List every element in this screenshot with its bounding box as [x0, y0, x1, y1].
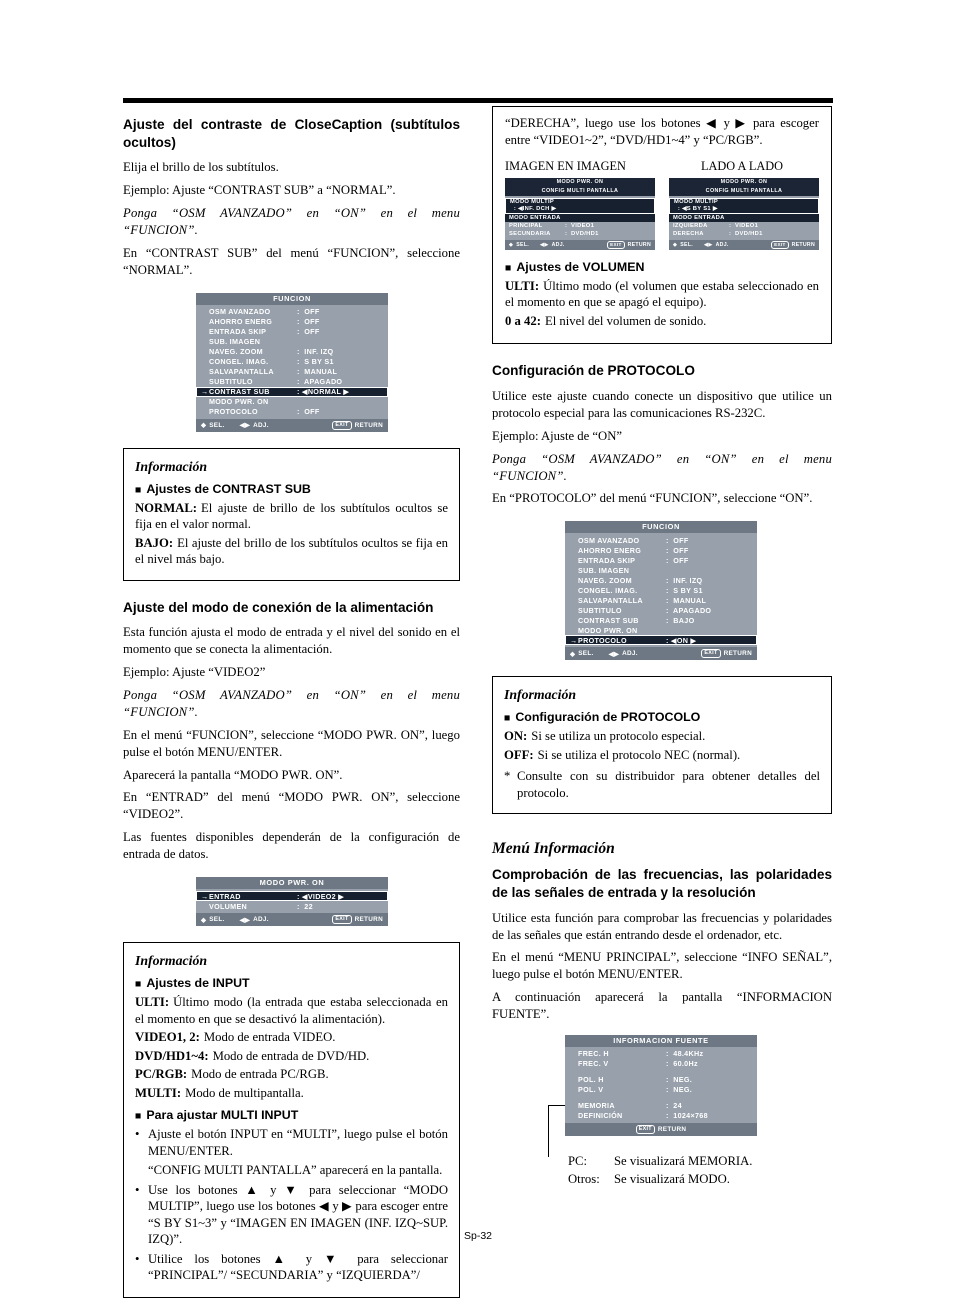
paragraph: Esta función ajusta el modo de entrada y el nivel del sonido en el momento que se conecta la alimentación. — [123, 625, 460, 657]
osd-row-value: : NEG. — [666, 1075, 693, 1085]
osd-row-value: : BAJO — [666, 615, 695, 625]
definition-item: 0 a 42: El nivel del volumen de sonido. — [505, 313, 707, 328]
paragraph: “DERECHA”, luego use los botones ◀ y ▶ para escoger entre “VIDEO1~2”, “DVD/HD1~4” y “PC/RGB”. — [505, 116, 819, 147]
adj-label: ADJ. — [715, 241, 729, 248]
fuente-notes — [568, 1152, 832, 1189]
return-label: RETURN — [354, 421, 383, 429]
osd-menu-footer — [196, 913, 388, 926]
bullet-item: “CONFIG MULTI PANTALLA” aparecerá en la pantalla. — [135, 1162, 448, 1179]
screen-labels — [505, 159, 819, 174]
sel-label: SEL. — [209, 916, 225, 924]
osd-menu-row — [505, 206, 655, 214]
osd-row-label: ENTRAD — [209, 891, 241, 901]
osd-row-label: PROTOCOLO — [209, 407, 258, 417]
paragraph: En el menú “FUNCION”, seleccione “MODO PWR. ON”, luego pulse el botón MENU/ENTER. — [123, 727, 460, 759]
osd-menu-body — [565, 1047, 757, 1123]
osd-menu-row — [196, 407, 388, 417]
osd-menu-row — [505, 198, 655, 206]
definition-item: MULTI: Modo de multipantalla. — [135, 1085, 304, 1100]
osd-menu-row — [505, 222, 655, 230]
paragraph: Aparecerá la pantalla “MODO PWR. ON”. — [123, 767, 343, 782]
osd-row-value: : OFF — [666, 545, 689, 555]
heading-menu-informacion: Menú Información — [492, 840, 615, 858]
osd-row-label: NAVEG. ZOOM — [209, 347, 263, 357]
leftright-icon: ◀▶ — [608, 650, 620, 658]
osd-menu-body — [565, 533, 757, 647]
definition-item: ON: Si se utiliza un protocolo especial. — [504, 729, 706, 744]
osd-menu-row — [565, 625, 757, 635]
osd-menu-row — [196, 891, 388, 901]
info-title: Información — [504, 687, 577, 703]
definition-item: DVD/HD1~4: Modo de entrada de DVD/HD. — [135, 1048, 370, 1063]
square-bullet-icon: ■ — [504, 712, 511, 725]
square-bullet-icon: ■ — [505, 261, 512, 274]
osd-row-label: : ◀S BY S1 ▶ — [674, 206, 718, 213]
osd-row-label: DERECHA — [673, 230, 704, 237]
heading-protocolo: Configuración de PROTOCOLO — [492, 363, 695, 379]
osd-menu-body — [196, 889, 388, 913]
updown-icon: ◆ — [201, 422, 207, 430]
osd-menu-row — [565, 595, 757, 605]
selection-arrow-icon: → — [201, 387, 209, 397]
sel-label: SEL. — [516, 241, 530, 248]
osd-row-label: SUB. IMAGEN — [578, 565, 630, 575]
osd-menu-row — [565, 605, 757, 615]
osd-menu-row — [565, 1049, 757, 1059]
note-line: PC: Se visualizará MEMORIA. — [568, 1153, 753, 1168]
definition-item: NORMAL: El ajuste de brillo de los subtítulos ocultos se fija en el valor normal. — [135, 500, 448, 532]
osd-row-value: : OFF — [297, 327, 320, 337]
osd-menu-row — [196, 357, 388, 367]
osd-row-value: : MANUAL — [666, 595, 707, 605]
osd-row-label: AHORRO ENERG — [209, 317, 273, 327]
leftright-icon: ◀▶ — [239, 916, 251, 924]
osd-row-label: SUB. IMAGEN — [209, 337, 261, 347]
paragraph: A continuación aparecerá la pantalla “INFORMACION FUENTE”. — [492, 990, 832, 1022]
osd-row-value: : ◀VIDEO2 ▶ — [297, 891, 345, 901]
sel-label: SEL. — [209, 421, 225, 429]
return-label: RETURN — [627, 241, 651, 248]
definition-item: BAJO: El ajuste del brillo de los subtítulos ocultos se fija en el nivel más bajo. — [135, 535, 448, 567]
info-subheading: ■ Configuración de PROTOCOLO — [504, 710, 701, 725]
paragraph: En el menú “MENU PRINCIPAL”, seleccione “INFO SEÑAL”, luego pulse el botón MENU/ENTER. — [492, 950, 832, 982]
paragraph: Ejemplo: Ajuste “VIDEO2” — [123, 665, 266, 680]
osd-row-label: CONGEL. IMAG. — [578, 585, 638, 595]
osd-row-label: MEMORIA — [578, 1101, 615, 1111]
updown-icon: ◆ — [201, 916, 207, 924]
osd-row-value: : INF. IZQ — [666, 575, 703, 585]
osd-row-value: : OFF — [297, 407, 320, 417]
osd-row-value: : ◀NORMAL ▶ — [297, 387, 350, 397]
osd-menu-row — [565, 565, 757, 575]
osd-menu-row — [196, 397, 388, 407]
heading-power-mode: Ajuste del modo de conexión de la alimentación — [123, 599, 434, 615]
info-box-input — [123, 942, 460, 1298]
square-bullet-icon: ■ — [135, 978, 142, 991]
osd-row-label: AHORRO ENERG — [578, 545, 642, 555]
osd-menu-subtitle: CONFIG MULTI PANTALLA — [505, 187, 655, 196]
osd-row-value: : OFF — [666, 555, 689, 565]
osd-row-label: MODO PWR. ON — [578, 625, 638, 635]
osd-row-value: : VIDEO1 — [565, 222, 595, 229]
osd-menu-title: MODO PWR. ON — [505, 178, 655, 187]
exit-key-icon: EXIT — [636, 1125, 655, 1134]
left-column — [123, 112, 460, 1298]
info-title: Información — [135, 953, 208, 969]
osd-row-label: CONGEL. IMAG. — [209, 357, 269, 367]
osd-row-label: ENTRADA SKIP — [578, 555, 636, 565]
osd-row-label: CONTRAST SUB — [209, 387, 270, 397]
osd-menu-row — [196, 901, 388, 911]
osd-row-label: POL. H — [578, 1075, 604, 1085]
exit-key-icon: EXIT — [771, 241, 788, 249]
osd-row-label: MODO PWR. ON — [209, 397, 269, 407]
adj-label: ADJ. — [551, 241, 565, 248]
leftright-icon: ◀▶ — [239, 422, 251, 430]
osd-menu-title: FUNCION — [196, 293, 388, 305]
osd-informacion-fuente-area — [565, 1035, 757, 1136]
osd-menu-body — [669, 196, 819, 240]
info-subheading: ■ Ajustes de VOLUMEN — [505, 259, 645, 274]
paragraph: Las fuentes disponibles dependerán de la configuración de entrada de datos. — [123, 830, 460, 862]
italic-note: Ponga “OSM AVANZADO” en “ON” en el menu “FUNCION”. — [123, 688, 460, 719]
bullet-item: • Ajuste el botón INPUT en “MULTI”, luego pulse el botón MENU/ENTER. — [135, 1127, 448, 1158]
paragraph: En “CONTRAST SUB” del menú “FUNCION”, seleccione “NORMAL”. — [123, 245, 460, 277]
osd-menu-row — [669, 206, 819, 214]
selection-arrow-icon: → — [570, 635, 578, 645]
paragraph: En “PROTOCOLO” del menú “FUNCION”, seleccione “ON”. — [492, 491, 813, 506]
osd-row-value: : 60.0Hz — [666, 1059, 698, 1069]
osd-menu-row — [565, 1111, 757, 1121]
osd-row-value: : VIDEO1 — [729, 222, 759, 229]
osd-menu-row — [565, 1101, 757, 1111]
osd-row-value: : APAGADO — [666, 605, 712, 615]
asterisk: * — [504, 769, 511, 784]
exit-key-icon: EXIT — [332, 421, 351, 430]
osd-row-label: MODO ENTRADA — [509, 214, 561, 221]
osd-row-label: VOLUMEN — [209, 901, 248, 911]
osd-menu-row — [196, 327, 388, 337]
paragraph: Utilice este ajuste cuando conecte un dispositivo que utilice un protocolo especial para las comunicaciones RS-232C. — [492, 388, 832, 420]
selection-arrow-icon: → — [201, 891, 209, 901]
osd-menu-footer — [196, 419, 388, 432]
osd-row-label: IZQUIERDA — [673, 222, 708, 229]
osd-row-value: : ◀ON ▶ — [666, 635, 697, 645]
osd-row-value: : NEG. — [666, 1085, 693, 1095]
callout-line — [548, 1105, 565, 1157]
osd-row-value: : 22 — [297, 901, 313, 911]
osd-row-value: : 1024×768 — [666, 1111, 708, 1121]
paragraph: Ejemplo: Ajuste “CONTRAST SUB” a “NORMAL”. — [123, 183, 396, 198]
definition-item: ULTI: Último modo (la entrada que estaba seleccionada en el momento en que se desactivó la alimentación). — [135, 995, 448, 1026]
osd-menu-row — [565, 545, 757, 555]
osd-row-label: : ◀INF. DCH ▶ — [510, 206, 557, 213]
osd-menu-body — [196, 305, 388, 419]
osd-menu-row — [196, 347, 388, 357]
info-subheading: ■ Ajustes de CONTRAST SUB — [135, 481, 311, 496]
return-label: RETURN — [354, 916, 383, 924]
osd-menu-body — [505, 196, 655, 240]
label-lado-a-lado: LADO A LADO — [701, 158, 783, 173]
square-bullet-icon: ■ — [135, 1110, 142, 1123]
exit-key-icon: EXIT — [332, 915, 351, 924]
osd-menu-row — [565, 535, 757, 545]
adj-label: ADJ. — [253, 916, 269, 924]
osd-menu-subtitle: CONFIG MULTI PANTALLA — [669, 187, 819, 196]
info-box-multi-continuation — [492, 106, 832, 344]
osd-row-label: MODO ENTRADA — [673, 214, 725, 221]
bullet-icon: • — [135, 1127, 140, 1142]
osd-menu-row — [196, 387, 388, 397]
updown-icon: ◆ — [570, 650, 576, 658]
osd-menu-row — [565, 1075, 757, 1085]
osd-row-label: PROTOCOLO — [578, 635, 627, 645]
return-label: RETURN — [657, 1125, 687, 1133]
osd-row-value: : 24 — [666, 1101, 682, 1111]
osd-row-label: SUBTITULO — [209, 377, 253, 387]
osd-row-label: OSM AVANZADO — [209, 307, 271, 317]
osd-row-label: POL. V — [578, 1085, 604, 1095]
square-bullet-icon: ■ — [135, 483, 142, 496]
osd-menu-title: MODO PWR. ON — [669, 178, 819, 187]
osd-menu-row — [669, 198, 819, 206]
heading-closecaption: Ajuste del contraste de CloseCaption (subtítulos ocultos) — [123, 117, 460, 150]
page-number: Sp-32 — [463, 1230, 493, 1242]
osd-menu-footer — [565, 647, 757, 660]
osd-menu-funcion-2 — [565, 521, 757, 660]
osd-menu-modo-pwr-on — [196, 877, 388, 926]
osd-row-value: : OFF — [297, 317, 320, 327]
osd-row-label: FREC. V — [578, 1059, 609, 1069]
definition-item: PC/RGB: Modo de entrada PC/RGB. — [135, 1067, 329, 1082]
osd-menu-config-multi-pip — [505, 178, 655, 250]
info-subheading: ■ Para ajustar MULTI INPUT — [135, 1108, 299, 1123]
osd-row-label: DEFINICIÓN — [578, 1111, 623, 1121]
osd-menu-funcion-1 — [196, 293, 388, 432]
osd-row-value: : DVD/HD1 — [729, 230, 763, 237]
osd-menu-footer — [505, 240, 655, 250]
osd-row-label: SECUNDARIA — [509, 230, 551, 237]
bullet-item: • Utilice los botones ▲ y ▼ para seleccionar “PRINCIPAL”/ “SECUNDARIA” y “IZQUIERDA”/ — [135, 1251, 448, 1283]
osd-row-value: : MANUAL — [297, 367, 338, 377]
osd-menu-title: FUNCION — [565, 521, 757, 533]
osd-menu-row — [565, 1085, 757, 1095]
osd-menu-row — [565, 585, 757, 595]
bullet-icon: • — [135, 1182, 140, 1197]
osd-row-label: SUBTITULO — [578, 605, 622, 615]
exit-key-icon: EXIT — [607, 241, 624, 249]
osd-menu-row — [669, 222, 819, 230]
osd-row-value: : DVD/HD1 — [565, 230, 599, 237]
osd-row-label: FREC. H — [578, 1049, 609, 1059]
definition-item: VIDEO1, 2: Modo de entrada VIDEO. — [135, 1030, 336, 1045]
paragraph: Elija el brillo de los subtítulos. — [123, 160, 279, 175]
adj-label: ADJ. — [622, 650, 638, 658]
footnote: * Consulte con su distribuidor para obtener detalles del protocolo. — [504, 769, 820, 800]
definition-item: ULTI: Último modo (el volumen que estaba seleccionado en el momento en que se apagó el equipo). — [505, 278, 819, 310]
info-title: Información — [135, 458, 208, 474]
osd-menu-row — [196, 367, 388, 377]
osd-menu-row — [565, 615, 757, 625]
osd-menu-row — [669, 230, 819, 238]
osd-menu-row — [669, 214, 819, 222]
osd-row-value: : 48.4KHz — [666, 1049, 704, 1059]
osd-menu-row — [565, 1059, 757, 1069]
updown-icon: ◆ — [509, 241, 514, 248]
osd-row-label: SALVAPANTALLA — [578, 595, 643, 605]
osd-row-label: OSM AVANZADO — [578, 535, 640, 545]
osd-row-value: : OFF — [666, 535, 689, 545]
italic-note: Ponga “OSM AVANZADO” en “ON” en el menu “FUNCION”. — [123, 206, 460, 238]
osd-row-label: ENTRADA SKIP — [209, 327, 267, 337]
sel-label: SEL. — [578, 650, 594, 658]
bullet-icon — [135, 1162, 148, 1179]
osd-menu-row — [505, 230, 655, 238]
osd-row-value: : APAGADO — [297, 377, 343, 387]
info-box-protocolo — [492, 676, 832, 814]
top-rule — [123, 98, 833, 103]
osd-row-label: PRINCIPAL — [509, 222, 543, 229]
osd-row-value: : OFF — [297, 307, 320, 317]
osd-menu-row — [565, 555, 757, 565]
note-line: Otros: Se visualizará MODO. — [568, 1172, 730, 1187]
leftright-icon: ◀▶ — [704, 241, 713, 248]
osd-menu-row — [196, 337, 388, 347]
return-label: RETURN — [723, 650, 752, 658]
paragraph: Utilice esta función para comprobar las frecuencias y polaridades de las señales que están entrando desde el ordenador, etc. — [492, 910, 832, 942]
osd-menu-footer — [669, 240, 819, 250]
osd-row-label: SALVAPANTALLA — [209, 367, 274, 377]
definition-item: OFF: Si se utiliza el protocolo NEC (normal). — [504, 747, 741, 762]
right-column — [492, 106, 832, 1189]
return-label: RETURN — [791, 241, 815, 248]
osd-row-label: CONTRAST SUB — [578, 615, 639, 625]
bullet-item: • Use los botones ▲ y ▼ para seleccionar “MODO MULTIP”, luego use los botones ◀ y ▶ para escoger entre “S BY S1~3” y “IMAGEN EN IMAGEN (INF. IZQ~SUP. IZQ)”. — [135, 1182, 448, 1247]
osd-menu-row — [196, 307, 388, 317]
leftright-icon: ◀▶ — [540, 241, 549, 248]
osd-row-value: : S BY S1 — [297, 357, 334, 367]
osd-menu-title: INFORMACION FUENTE — [565, 1035, 757, 1047]
updown-icon: ◆ — [673, 241, 678, 248]
paragraph: En “ENTRAD” del menú “MODO PWR. ON”, seleccione “VIDEO2”. — [123, 790, 460, 822]
osd-menu-config-multi-sbs — [669, 178, 819, 250]
italic-note: Ponga “OSM AVANZADO” en “ON” en el menu “FUNCION”. — [492, 451, 832, 483]
osd-menu-footer — [565, 1123, 757, 1136]
osd-menu-title: MODO PWR. ON — [196, 877, 388, 889]
osd-menu-row — [196, 377, 388, 387]
osd-menu-row — [196, 317, 388, 327]
osd-row-label: MODO MULTIP — [674, 199, 719, 206]
osd-row-label: MODO MULTIP — [510, 199, 555, 206]
exit-key-icon: EXIT — [701, 649, 720, 658]
heading-comprobacion: Comprobación de las frecuencias, las polaridades de las señales de entrada y la resolución — [492, 867, 832, 900]
bullet-icon: • — [135, 1251, 140, 1266]
adj-label: ADJ. — [253, 421, 269, 429]
paragraph: Ejemplo: Ajuste de “ON” — [492, 428, 623, 443]
osd-row-value: : S BY S1 — [666, 585, 703, 595]
osd-row-value: : INF. IZQ — [297, 347, 334, 357]
info-box-contrast-sub — [123, 448, 460, 581]
osd-menu-row — [565, 635, 757, 645]
sel-label: SEL. — [680, 241, 694, 248]
osd-row-label: NAVEG. ZOOM — [578, 575, 632, 585]
osd-menu-row — [565, 575, 757, 585]
info-subheading: ■ Ajustes de INPUT — [135, 976, 250, 991]
label-imagen-en-imagen: IMAGEN EN IMAGEN — [505, 158, 626, 173]
osd-menu-row — [505, 214, 655, 222]
osd-menu-informacion-fuente — [565, 1035, 757, 1136]
